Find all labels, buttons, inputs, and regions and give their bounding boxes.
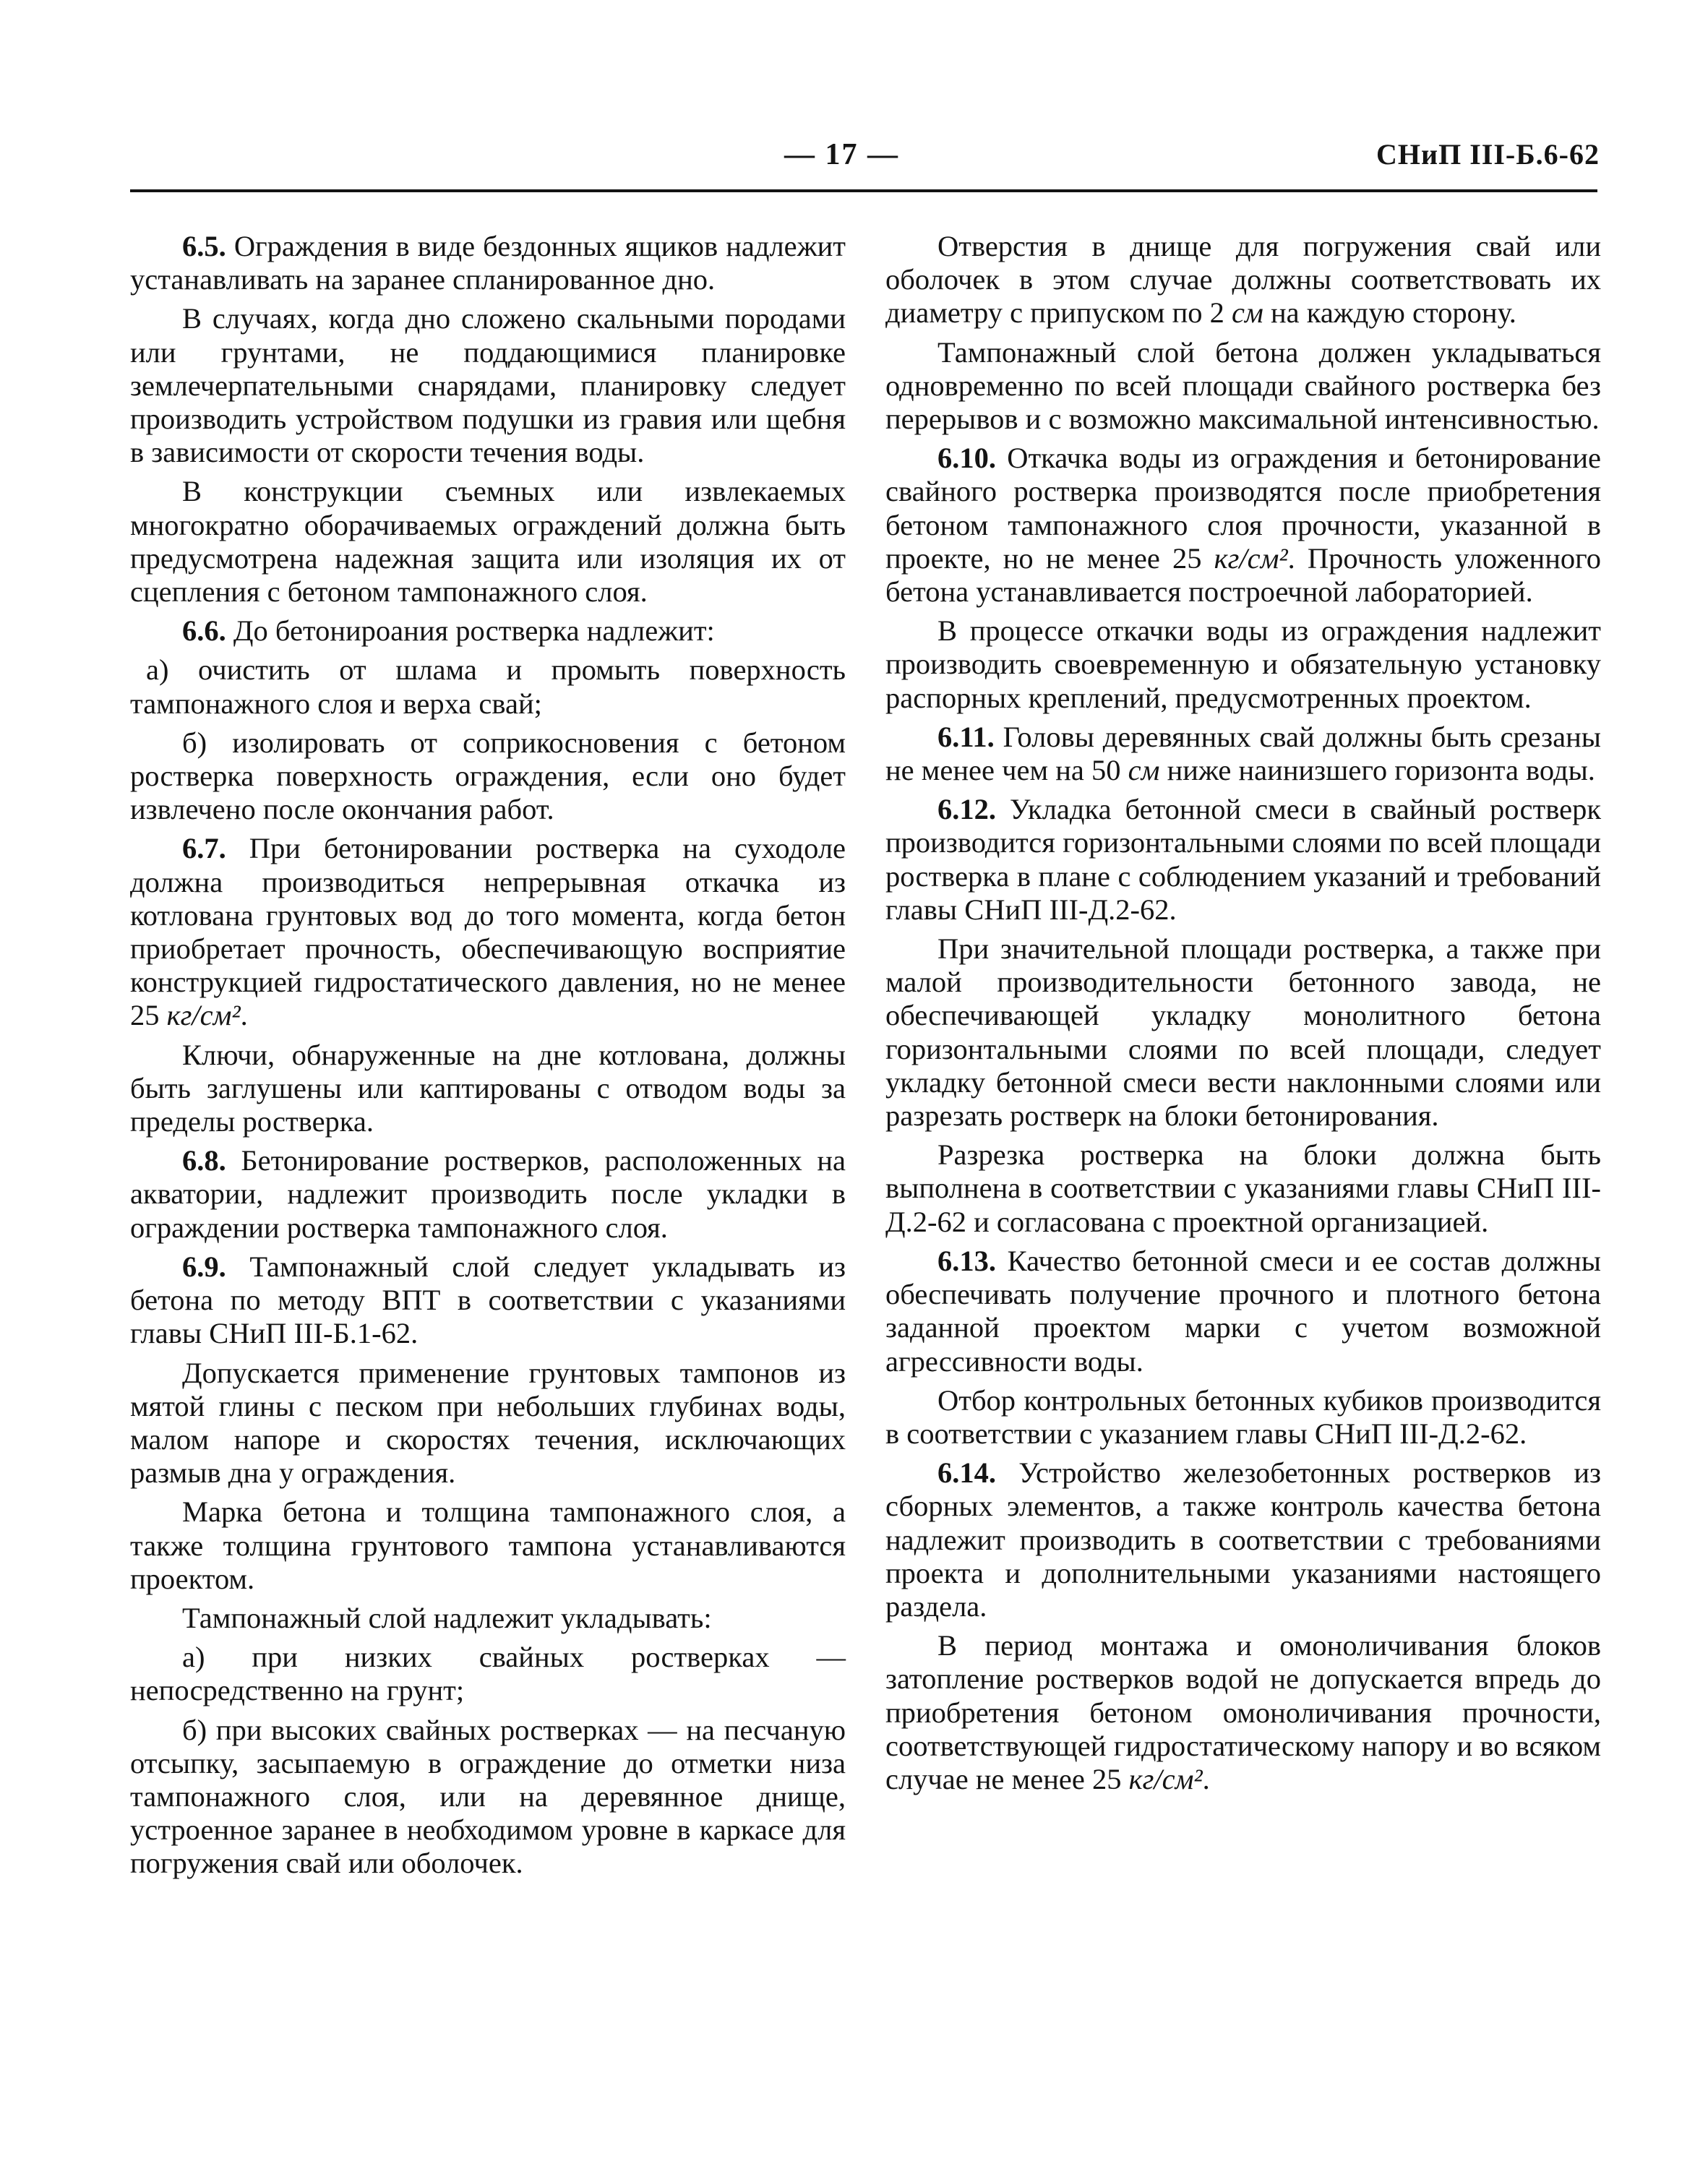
section-6-5 — [130, 230, 846, 296]
right-column — [885, 230, 1601, 1802]
section-text: Укладка бетонной смеси в свайный ростверк производится горизонтальными слоями по всей площади ростверка в плане с соблюдением указаний и требований главы СНиП III-Д.2-62. — [885, 793, 1601, 926]
section-number: 6.14. — [937, 1456, 996, 1490]
section-number: 6.5. — [182, 230, 226, 262]
document-code: СНиП III-Б.6-62 — [1376, 138, 1600, 171]
section-text: ниже наинизшего горизонта воды. — [1167, 754, 1595, 787]
section-number: 6.11. — [937, 720, 995, 753]
section-text: До бетонироания ростверка надлежит: — [233, 614, 715, 648]
section-number: 6.12. — [937, 793, 996, 826]
section-text: Тампонажный слой следует укладывать из бетона по методу ВПТ в соответствии с указаниями главы СНиП III-Б.1-62. — [130, 1250, 846, 1350]
page-number: — 17 — — [784, 138, 899, 171]
section-text: При бетонировании ростверка на суходоле должна производиться непрерывная откачка из котлована грунтовых вод до того момента, когда бетон приобретает прочность, обеспечивающую восприятие конструкцией гидростатического давления, но не менее 25 — [130, 832, 846, 1032]
list-item: б) при высоких свайных ростверках — на песчаную отсыпку, засыпаемую в ограждение до отметки низа тампонажного слоя, или на деревянное днище, устроенное заранее в необходимом уровне в каркасе для погружения свай или оболочек. — [130, 1713, 846, 1880]
punctuation: . — [240, 999, 248, 1032]
section-6-11 — [885, 721, 1601, 787]
paragraph: Тампонажный слой бетона должен укладываться одновременно по всей площади свайного ростверка без перерывов и с возможно максимальной интенсивностью. — [885, 335, 1601, 436]
section-number: 6.10. — [937, 442, 996, 475]
section-6-6 — [130, 614, 846, 648]
paragraph — [885, 1629, 1601, 1796]
paragraph: В случаях, когда дно сложено скальными породами или грунтами, не поддающимися планировке землечерпательными снарядами, планировку следует производить устройством подушки из гравия или щебня в зависимости от скорости течения воды. — [130, 302, 846, 469]
unit: кг/см² — [1128, 1762, 1203, 1795]
unit: см — [1232, 296, 1263, 330]
section-text: Бетонирование ростверков, расположенных на акватории, надлежит производить после укладки в ограждении ростверка тампонажного слоя. — [130, 1144, 846, 1244]
paragraph: Разрезка ростверка на блоки должна быть выполнена в соответствии с указаниями главы СНиП III-Д.2-62 и согласована с проектной организацией. — [885, 1138, 1601, 1238]
section-6-13 — [885, 1245, 1601, 1378]
text: Отверстия в днище для погружения свай или оболочек в этом случае должны соответствовать их диаметру с припуском по 2 — [885, 230, 1601, 330]
section-number: 6.8. — [182, 1144, 226, 1177]
paragraph: Тампонажный слой надлежит укладывать: — [182, 1601, 712, 1634]
unit: см — [1128, 754, 1160, 787]
header-rule — [130, 189, 1597, 192]
unit: кг/см² — [1214, 541, 1288, 575]
section-6-9 — [130, 1250, 846, 1351]
section-number: 6.6. — [182, 614, 226, 648]
paragraph: В конструкции съемных или извлекаемых многократно оборачиваемых ограждений должна быть предусмотрена надежная защита или изоляция их от сцепления с бетоном тампонажного слоя. — [130, 475, 846, 609]
left-column — [130, 230, 846, 1886]
section-6-7 — [130, 832, 846, 1032]
paragraph: Марка бетона и толщина тампонажного слоя, а также толщина грунтового тампона устанавливаются проектом. — [130, 1495, 846, 1595]
section-6-8 — [130, 1144, 846, 1245]
punctuation: . — [1202, 1762, 1210, 1795]
section-text: Головы деревянных свай должны быть срезаны не менее чем на 50 — [885, 720, 1601, 787]
text: В период монтажа и омоноличивания блоков затопление ростверков водой не допускается впредь до приобретения бетоном омоноличивания прочности, соответствующей гидростатическому напору и во всяком случае не менее 25 — [885, 1629, 1601, 1795]
list-item: а) очистить от шлама и промыть поверхность тампонажного слоя и верха свай; — [130, 653, 846, 720]
paragraph: В процессе откачки воды из ограждения надлежит производить своевременную и обязательную установку распорных креплений, предусмотренных проектом. — [885, 614, 1601, 714]
section-text: Откачка воды из ограждения и бетонирование свайного ростверка производятся после приобретения бетоном тампонажного слоя прочности, указанной в проекте, но не менее 25 — [885, 442, 1601, 575]
text: . Прочность уложенного бетона устанавливается построечной лабораторией. — [885, 541, 1601, 609]
paragraph: При значительной площади ростверка, а также при малой производительности бетонного завода, не обеспечивающей укладку монолитного бетона горизонтальными слоями по всей площади, следует укладку бетонной смеси вести наклонными слоями или разрезать ростверк на блоки бетонирования. — [885, 932, 1601, 1133]
list-item: а) при низких свайных ростверках — непосредственно на грунт; — [130, 1641, 846, 1707]
section-6-10 — [885, 442, 1601, 609]
section-number: 6.7. — [182, 832, 226, 865]
paragraph: Ключи, обнаруженные на дне котлована, должны быть заглушены или каптированы с отводом воды за пределы ростверка. — [130, 1038, 846, 1138]
section-number: 6.13. — [937, 1244, 996, 1277]
section-6-14 — [885, 1456, 1601, 1623]
unit: кг/см² — [166, 999, 241, 1032]
paragraph — [885, 230, 1601, 330]
text: на каждую сторону. — [1270, 296, 1516, 330]
section-number: 6.9. — [182, 1250, 226, 1283]
list-item: б) изолировать от соприкосновения с бетоном ростверка поверхность ограждения, если оно будет извлечено после окончания работ. — [130, 726, 846, 826]
paragraph: Отбор контрольных бетонных кубиков производится в соответствии с указанием главы СНиП III-Д.2-62. — [885, 1383, 1601, 1450]
section-text: Устройство железобетонных ростверков из сборных элементов, а также контроль качества бетона надлежит производить в соответствии с требованиями проекта и дополнительными указаниями настоящего раздела. — [885, 1456, 1601, 1623]
section-text: Качество бетонной смеси и ее состав должны обеспечивать получение прочного и плотного бетона заданной проектом марки с учетом возможной агрессивности воды. — [885, 1244, 1601, 1378]
section-text: Ограждения в виде бездонных ящиков надлежит устанавливать на заранее спланированное дно. — [130, 230, 846, 296]
paragraph: Допускается применение грунтовых тампонов из мятой глины с песком при небольших глубинах воды, малом напоре и скоростях течения, исключающих размыв дна у ограждения. — [130, 1356, 846, 1490]
page-header — [0, 137, 1708, 181]
section-6-12 — [885, 793, 1601, 927]
